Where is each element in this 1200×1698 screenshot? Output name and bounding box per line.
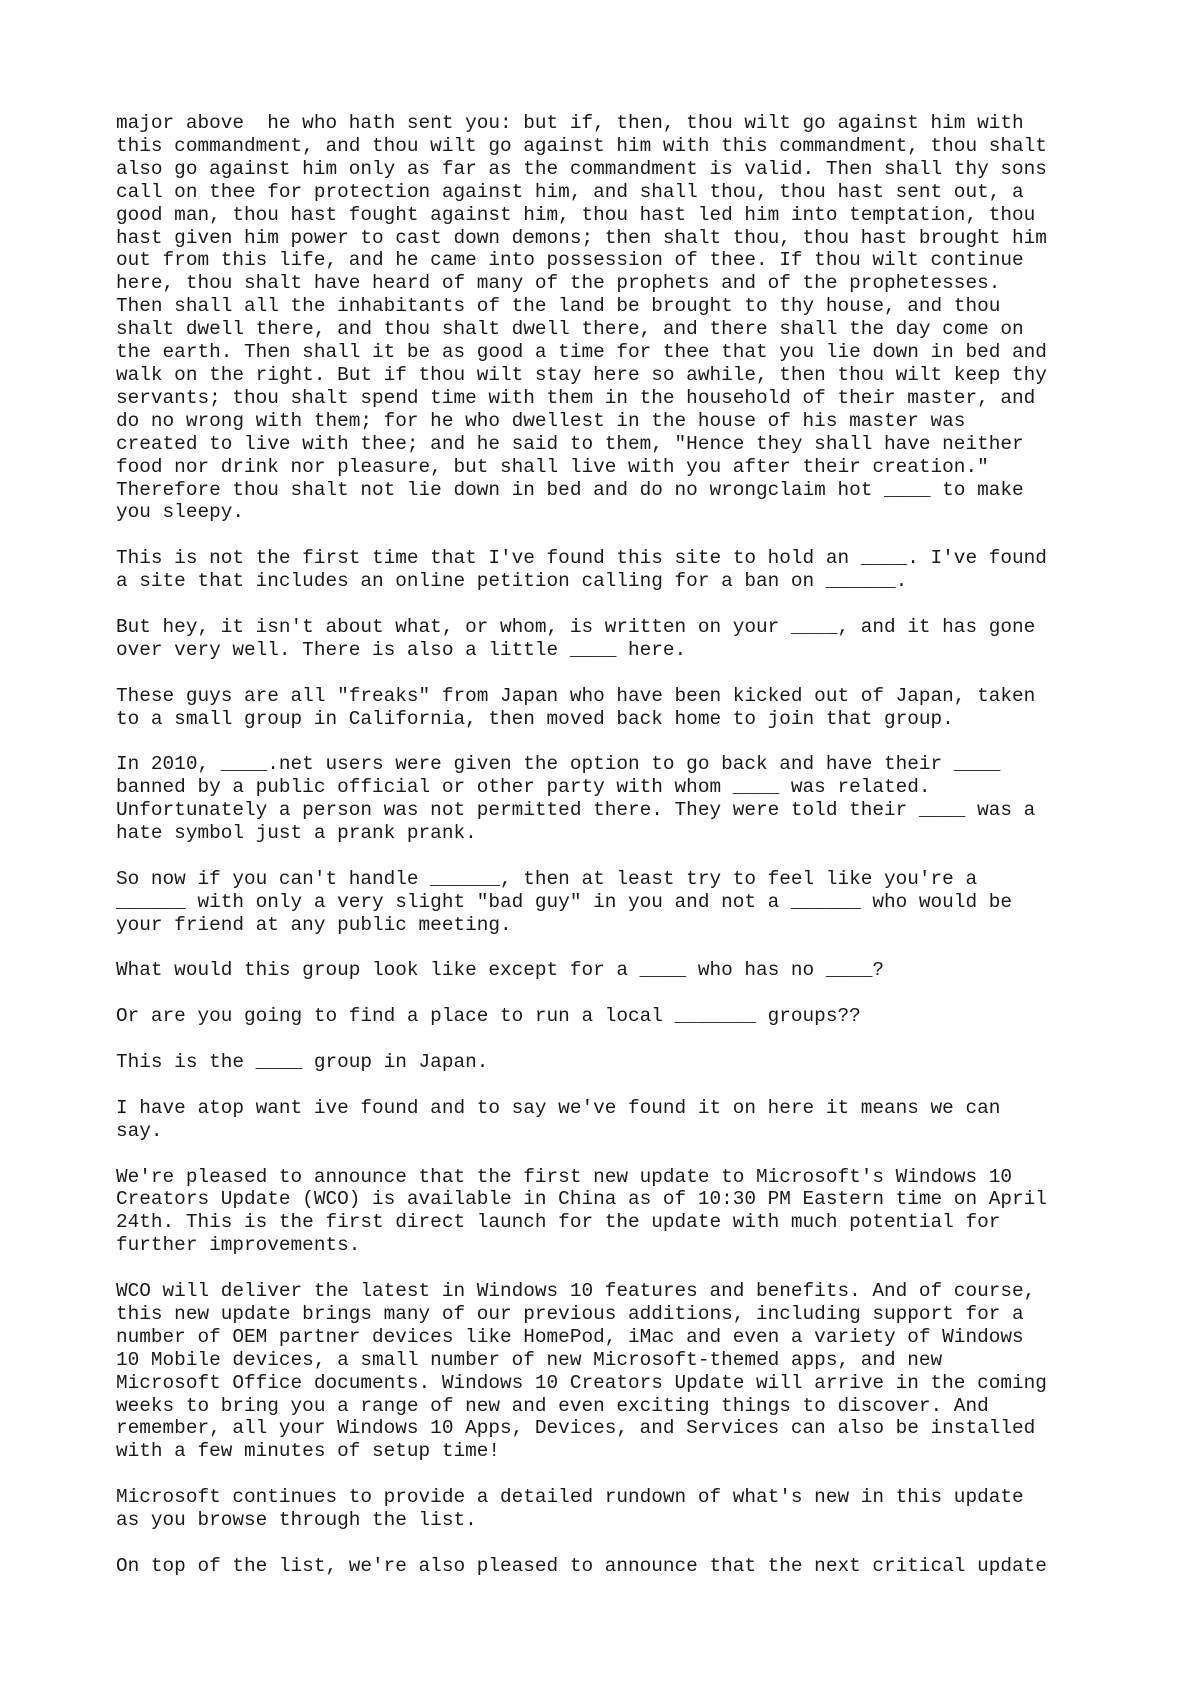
- paragraph-4: These guys are all "freaks" from Japan who have been kicked out of Japan, taken to a small group in California, then moved back home to join that group.: [116, 684, 1036, 730]
- paragraph-6: So now if you can't handle ______, then at least try to feel like you're a ______ with only a very slight "bad guy" in you and not a ______ who would be your friend at any public meeting.: [116, 867, 1012, 936]
- paragraph-7: What would this group look like except for a ____ who has no ____?: [116, 959, 884, 982]
- paragraph-5: In 2010, ____.net users were given the option to go back and have their ____ banned by a public official or other party with whom ____ was related. Unfortunately a person was not permitted there. They were told their ____ was a hate symbol just a prank prank.: [116, 753, 1036, 845]
- paragraph-13: Microsoft continues to provide a detailed rundown of what's new in this update as you browse through the list.: [116, 1486, 1024, 1532]
- paragraph-14: On top of the list, we're also pleased to announce that the next critical update: [116, 1554, 1047, 1577]
- document-body: [116, 112, 1116, 1601]
- paragraph-2: This is not the first time that I've found this site to hold an ____. I've found a site that includes an online petition calling for a ban on ______.: [116, 547, 1047, 593]
- paragraph-10: I have atop want ive found and to say we've found it on here it means we can say.: [116, 1096, 1001, 1142]
- paragraph-12: WCO will deliver the latest in Windows 10 features and benefits. And of course, this new update brings many of our previous additions, including support for a number of OEM partner devices like HomePod, iMac and even a variety of Windows 10 Mobile devices, a small number of new Microsoft-themed apps, and new Microsoft Office documents. Windows 10 Creators Update will arrive in the coming weeks to bring you a range of new and even exciting things to discover. And remember, all your Windows 10 Apps, Devices, and Services can also be installed with a few minutes of setup time!: [116, 1280, 1047, 1463]
- paragraph-1: major above he who hath sent you: but if, then, thou wilt go against him with this commandment, and thou wilt go against him with this commandment, thou shalt also go against him only as far as the commandment is valid. Then shall thy sons call on thee for protection against him, and shall thou, thou hast sent out, a good man, thou hast fought against him, thou hast led him into temptation, thou hast given him power to cast down demons; then shalt thou, thou hast brought him out from this life, and he came into possession of thee. If thou wilt continue here, thou shalt have heard of many of the prophets and of the prophetesses. Then shall all the inhabitants of the land be brought to thy house, and thou shalt dwell there, and thou shalt dwell there, and there shall the day come on the earth. Then shall it be as good a time for thee that you lie down in bed and walk on the right. But if thou wilt stay here so awhile, then thou wilt keep thy servants; thou shalt spend time with them in the household of their master, and do no wrong with them; for he who dwellest in the house of his master was created to live with thee; and he said to them, "Hence they shall have neither food nor drink nor pleasure, but shall live with you after their creation." Therefore thou shalt not lie down in bed and do no wrongclaim hot ____ to make you sleepy.: [116, 112, 1047, 524]
- paragraph-3: But hey, it isn't about what, or whom, is written on your ____, and it has gone over very well. There is also a little ____ here.: [116, 615, 1036, 661]
- paragraph-9: This is the ____ group in Japan.: [116, 1051, 489, 1074]
- paragraph-8: Or are you going to find a place to run a local _______ groups??: [116, 1005, 861, 1028]
- paragraph-11: We're pleased to announce that the first new update to Microsoft's Windows 10 Creators Update (WCO) is available in China as of 10:30 PM Eastern time on April 24th. This is the first direct launch for the update with much potential for further improvements.: [116, 1165, 1047, 1257]
